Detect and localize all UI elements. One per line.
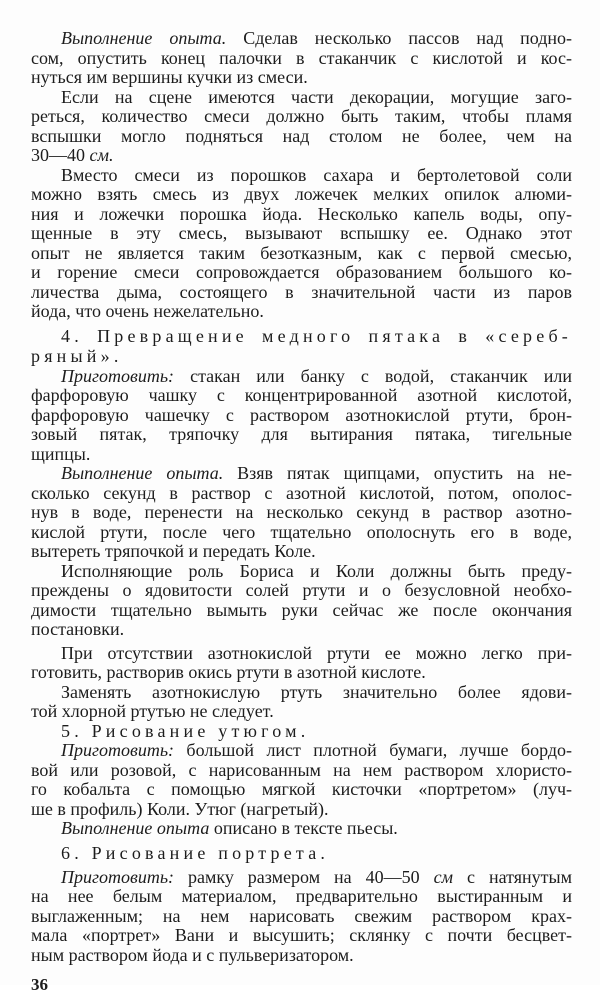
- line-text: нуться им вершины кучки из смеси.: [31, 67, 308, 87]
- text-line: [61, 561, 572, 581]
- line-text: щипцы.: [31, 444, 91, 464]
- line-text: Если на сцене имеются части декорации, могущие заго-: [61, 87, 572, 107]
- line-text: Сделав несколько пассов над подно-: [226, 28, 572, 48]
- text-line: [31, 580, 572, 600]
- text-line: [61, 165, 572, 185]
- text-line: [31, 106, 572, 126]
- line-text: щенные в эту смесь, вызывают вспышку ее. Однако этот: [31, 223, 572, 243]
- line-text: фарфоровую чашечку с раствором азотнокислой ртути, брон-: [31, 405, 572, 425]
- line-text: опыт не является таким безотказным, как с первой смесью,: [31, 243, 572, 263]
- section-heading-line: [61, 721, 572, 741]
- text-line: [31, 184, 572, 204]
- text-line: [31, 779, 572, 799]
- text-line: [31, 126, 572, 146]
- line-text: реться, количество смеси должно быть таким, чтобы пламя: [31, 106, 572, 126]
- line-text: можно взять смесь из двух ложечек мелких опилок алюми-: [31, 184, 572, 204]
- text-line: [31, 301, 572, 321]
- line-text: йода, что очень нежелательно.: [31, 301, 264, 321]
- text-line: [31, 424, 572, 444]
- text-line: [61, 28, 572, 48]
- line-text: выглаженным; на нем нарисовать свежим раствором крах-: [31, 906, 572, 926]
- text-line: [61, 463, 572, 483]
- line-text: ше в профиль) Коли. Утюг (нагретый).: [31, 799, 329, 819]
- line-text: вытереть тряпочкой и передать Коле.: [31, 541, 316, 561]
- line-text: Вместо смеси из порошков сахара и бертолетовой соли: [61, 165, 572, 185]
- text-line: [31, 204, 572, 224]
- italic-unit: см: [433, 867, 454, 887]
- line-text: вспышки могло подняться над столом не более, чем на: [31, 126, 572, 146]
- line-text: Заменять азотнокислую ртуть значительно более ядови-: [61, 682, 572, 702]
- section-heading-line: [61, 843, 572, 863]
- text-line: [31, 444, 572, 464]
- text-line: [31, 600, 572, 620]
- text-line: [31, 541, 572, 561]
- line-text: зовый пятак, тряпочку для вытирания пятака, тигельные: [31, 424, 572, 444]
- line-text: сколько секунд в раствор с азотной кислотой, потом, ополос-: [31, 483, 572, 503]
- line-text: ряный».: [31, 346, 123, 366]
- line-text: сом, опустить конец палочки в стаканчик с кислотой и кос-: [31, 48, 572, 68]
- text-line: [31, 67, 572, 87]
- line-text: нув в воде, перенести на несколько секунд в раствор азотно-: [31, 502, 572, 522]
- italic-lead: Выполнение опыта.: [61, 28, 227, 48]
- line-text-tail: с натянутым: [453, 867, 572, 887]
- text-line: [31, 223, 572, 243]
- line-text: 6. Рисование портрета.: [61, 843, 330, 863]
- text-line: [31, 522, 572, 542]
- text-line: [61, 87, 572, 107]
- text-line: [31, 282, 572, 302]
- text-line: [61, 818, 572, 838]
- line-text: описано в тексте пьесы.: [209, 818, 398, 838]
- line-text: кислой ртути, после чего тщательно ополоснуть его в воде,: [31, 522, 572, 542]
- line-text: ния и ложечки порошка йода. Несколько капель воды, опу-: [31, 204, 572, 224]
- text-line: [61, 366, 572, 386]
- italic-lead: Приготовить:: [61, 867, 175, 887]
- text-line: [31, 502, 572, 522]
- text-line: [31, 906, 572, 926]
- italic-lead: Выполнение опыта.: [61, 463, 224, 483]
- text-line: [31, 760, 572, 780]
- text-line: [31, 886, 572, 906]
- text-line: [31, 799, 572, 819]
- line-text: 30—40: [31, 145, 90, 165]
- section-heading-line: [61, 326, 572, 346]
- text-line: [31, 662, 572, 682]
- text-line: [31, 483, 572, 503]
- text-line: [31, 945, 572, 965]
- line-text: вой или розовой, с нарисованным на нем раствором хлористо-: [31, 760, 572, 780]
- text-line: [61, 867, 572, 887]
- line-text: большой лист плотной бумаги, лучше бордо-: [174, 740, 572, 760]
- italic-lead: Выполнение опыта: [61, 818, 210, 838]
- italic-lead: Приготовить:: [61, 366, 175, 386]
- line-text: Взяв пятак щипцами, опустить на не-: [223, 463, 572, 483]
- text-line: [61, 682, 572, 702]
- text-line: [31, 145, 572, 165]
- text-line: [31, 405, 572, 425]
- text-line: [31, 701, 572, 721]
- text-line: [31, 385, 572, 405]
- line-text: фарфоровую чашку с концентрированной азотной кислотой,: [31, 385, 572, 405]
- line-text: Исполняющие роль Бориса и Коли должны быть преду-: [61, 561, 572, 581]
- text-line: [31, 619, 572, 639]
- line-text: ным раствором йода и с пульверизатором.: [31, 945, 354, 965]
- line-text: преждены о ядовитости солей ртути и о безусловной необхо-: [31, 580, 572, 600]
- line-text: личества дыма, состоящего в значительной части из паров: [31, 282, 572, 302]
- text-line: [31, 243, 572, 263]
- text-line: [31, 262, 572, 282]
- line-text: стакан или банку с водой, стаканчик или: [174, 366, 572, 386]
- line-text: При отсутствии азотнокислой ртути ее можно легко при-: [61, 643, 572, 663]
- text-line: [61, 643, 572, 663]
- section-heading-line: [31, 346, 572, 366]
- line-text: димости тщательно вымыть руки сейчас же после окончания: [31, 600, 572, 620]
- italic-unit: см.: [89, 145, 114, 165]
- line-text: 4. Превращение медного пятака в «сереб-: [61, 326, 572, 346]
- text-line: [31, 925, 572, 945]
- line-text: 5. Рисование утюгом.: [61, 721, 310, 741]
- line-text: готовить, растворив окись ртути в азотной кислоте.: [31, 662, 426, 682]
- line-text: на нее белым материалом, предварительно выстиранным и: [31, 886, 572, 906]
- line-text: рамку размером на 40—50: [174, 867, 434, 887]
- line-text: той хлорной ртутью не следует.: [31, 701, 274, 721]
- line-text: постановки.: [31, 619, 125, 639]
- line-text: и горение смеси сопровождается образованием большого ко-: [31, 262, 572, 282]
- italic-lead: Приготовить:: [61, 740, 175, 760]
- line-text: мала «портрет» Вани и высушить; склянку с почти бесцвет-: [31, 925, 572, 945]
- page-number: 36: [31, 975, 48, 994]
- line-text: го кобальта с помощью мягкой кисточки «портретом» (луч-: [31, 779, 572, 799]
- text-line: [31, 48, 572, 68]
- text-line: [61, 740, 572, 760]
